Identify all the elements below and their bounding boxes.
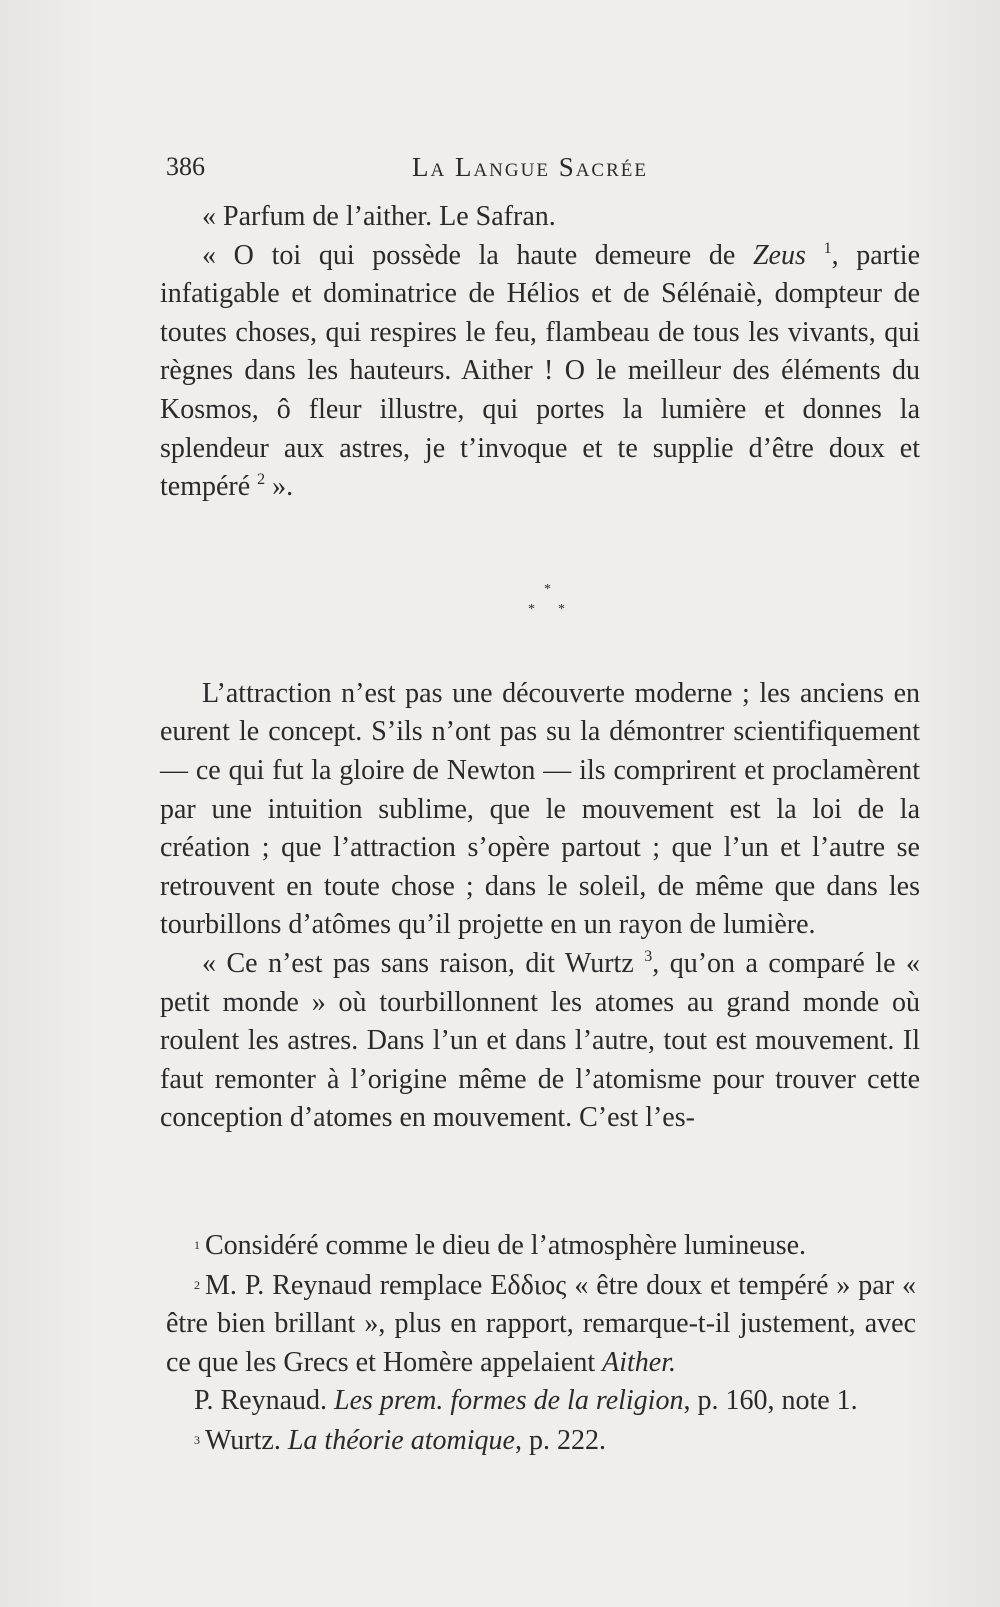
footnote-2 — [166, 1266, 916, 1383]
footnotes — [166, 1226, 916, 1461]
footnote-3-tail: , p. 222. — [514, 1424, 606, 1456]
footnote-2-tail: « être doux et tempéré » par « être bien brillant », plus en rapport, remarque-t-il justement, avec ce que les Grecs et Homère appelaient — [166, 1269, 916, 1378]
paragraph-2 — [160, 237, 920, 507]
separator-star-top: * — [544, 581, 551, 597]
footnote-2-citation-lead: P. Reynaud. — [194, 1385, 334, 1417]
paragraph-2-zeus: Zeus — [752, 239, 806, 271]
separator-star-right: * — [558, 601, 565, 617]
footnote-3-lead: Wurtz. — [205, 1424, 288, 1456]
main-text — [160, 198, 920, 1138]
paragraph-4 — [160, 945, 920, 1138]
footnote-2-citation-tail: , p. 160, note 1. — [683, 1385, 858, 1417]
paragraph-4-tail: , qu’on a comparé le « petit monde » où tourbillonnent les atomes au grand monde où roulent les astres. Dans l’un et dans l’autre, tout est mouvement. Il faut remonter à l’origine même de l’atomisme pour trouver cette conception d’atomes en mouvement. C’est l’es- — [160, 947, 920, 1134]
page-number: 386 — [166, 152, 205, 181]
footnote-3-title: La théorie atomique — [287, 1424, 515, 1456]
footnote-ref-1: 1 — [823, 239, 832, 257]
footnote-2-citation — [166, 1382, 916, 1421]
section-separator — [160, 507, 920, 619]
paragraph-2-tail: , partie infatigable et dominatrice de Hélios et de Sélénaiè, dompteur de toutes choses, qui respires le feu, flambeau de tous les vivants, qui règnes dans les hauteurs. Aither ! O le meilleur des éléments du Kosmos, ô fleur illustre, qui portes la lumière et donnes la splendeur aux astres, je t’invoque et te supplie d’être doux et tempéré — [160, 239, 920, 503]
footnote-3-mark: 3 — [194, 1432, 200, 1447]
footnote-ref-3: 3 — [644, 947, 653, 965]
paragraph-4-lead: « Ce n’est pas sans raison, dit Wurtz — [202, 947, 645, 979]
page-header — [166, 152, 906, 188]
separator-star-left: * — [528, 601, 535, 617]
running-title: La Langue Sacrée — [412, 152, 648, 182]
footnote-1-mark: 1 — [194, 1238, 200, 1252]
paragraph-2-lead: « O toi qui possède la haute demeure de — [202, 239, 753, 271]
footnote-1-text: Considéré comme le dieu de l’atmosphère lumineuse. — [205, 1230, 807, 1261]
footnote-3 — [166, 1421, 916, 1461]
footnote-2-greek: Eδδιος — [490, 1269, 567, 1301]
footnote-2-aither: Aither. — [602, 1346, 677, 1378]
paragraph-3: L’attraction n’est pas une découverte moderne ; les anciens en eurent le concept. S’ils n’ont pas su la démontrer scientifiquement — ce qui fut la gloire de Newton — ils comprirent et proclamèrent par une intuition sublime, que le mouvement est la loi de la création ; que l’attraction s’opère partout ; que l’un et l’autre se retrouvent en toute chose ; dans le soleil, de même que dans les tourbillons d’atômes qu’il projette en un rayon de lumière. — [160, 677, 920, 941]
footnote-2-mark: 2 — [194, 1277, 200, 1292]
paragraph-1: « Parfum de l’aither. Le Safran. — [202, 201, 556, 232]
footnote-2-lead: M. P. Reynaud remplace — [205, 1269, 491, 1301]
footnote-1 — [166, 1226, 916, 1266]
paragraph-2-end: ». — [265, 471, 294, 503]
footnote-2-citation-title: Les prem. formes de la religion — [334, 1385, 684, 1417]
footnote-ref-2: 2 — [257, 471, 266, 489]
